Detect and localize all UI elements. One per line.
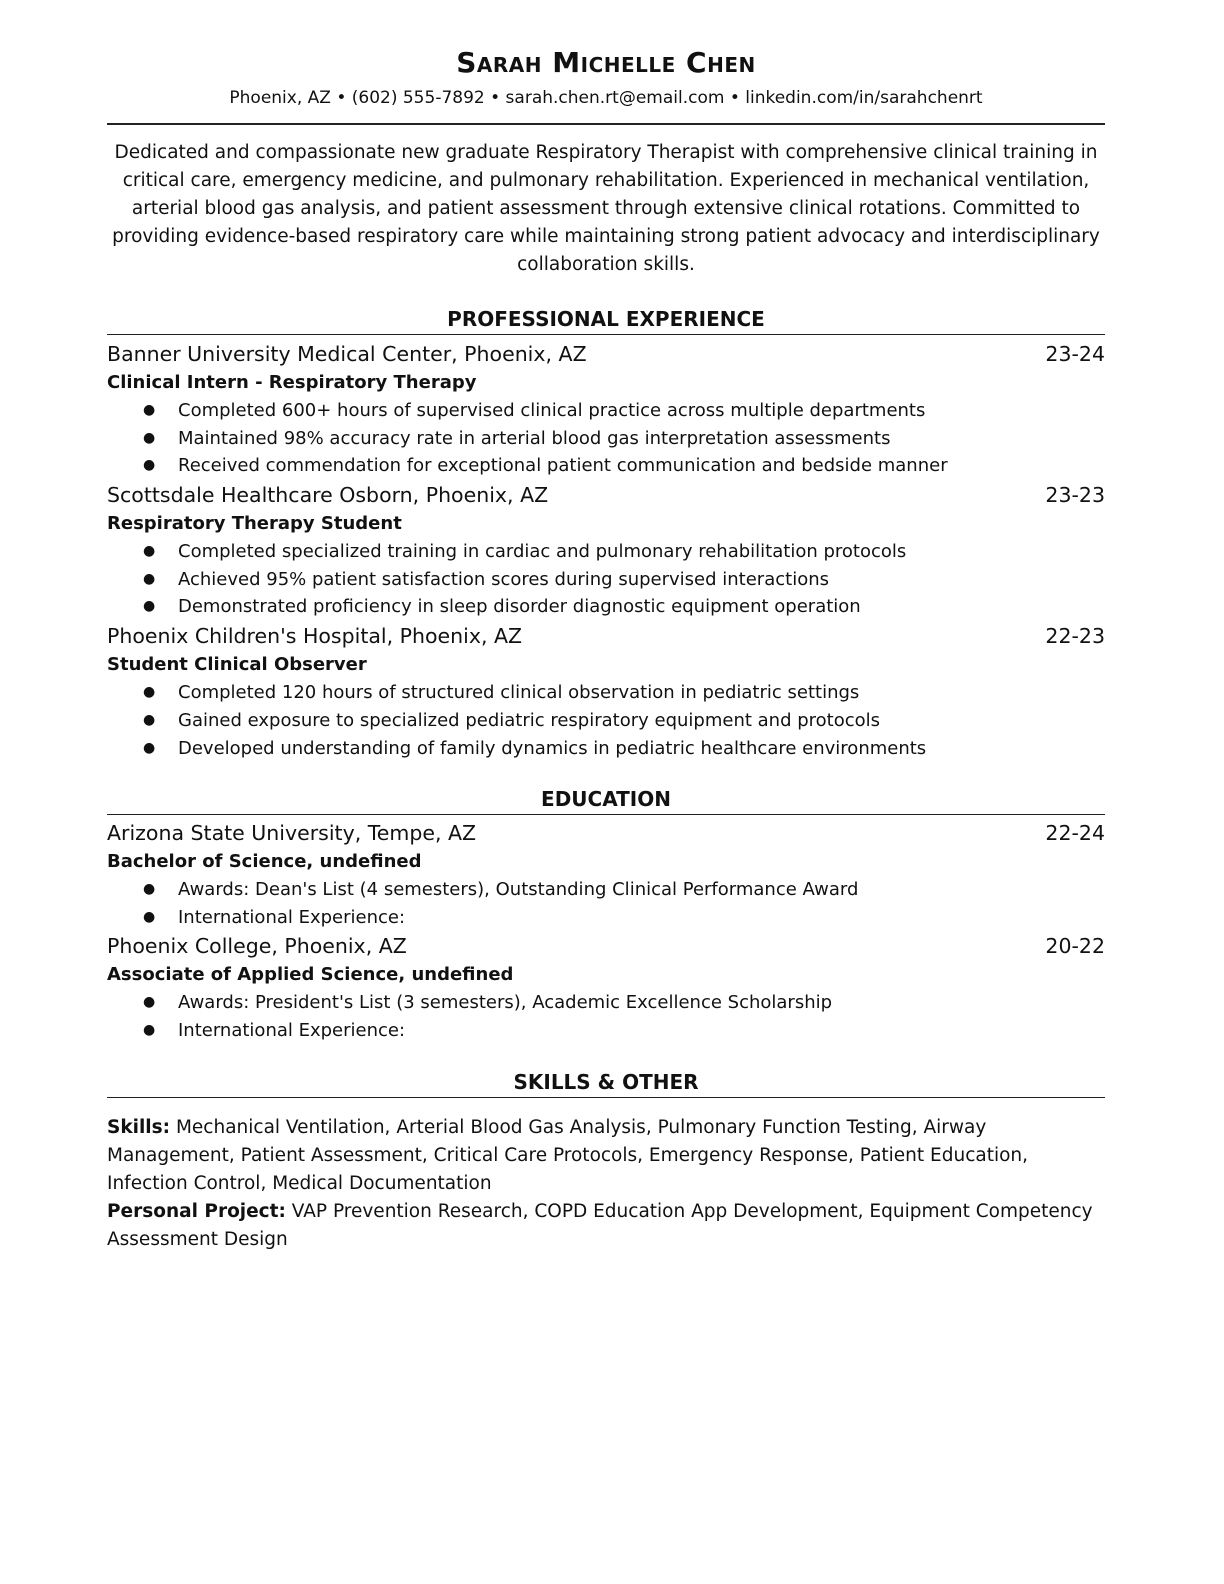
section-title-skills: SKILLS & OTHER (513, 1070, 699, 1094)
bullet-icon: ● (143, 739, 156, 756)
entry-header (107, 621, 1105, 651)
section-title-education: EDUCATION (541, 787, 671, 811)
bullet-text: International Experience: (178, 906, 406, 928)
entry-role: Clinical Intern - Respiratory Therapy (107, 372, 477, 393)
education-entry (107, 818, 1105, 931)
entry-bullets (107, 397, 1105, 480)
entry-header (107, 818, 1105, 848)
bullet-text: Developed understanding of family dynamics in pediatric healthcare environments (178, 737, 927, 759)
entry-institution: Arizona State University, Tempe, AZ (107, 821, 477, 845)
experience-entry (107, 339, 1105, 480)
section-divider-skills (107, 1097, 1105, 1098)
bullet-text: Achieved 95% patient satisfaction scores during supervised interactions (178, 568, 829, 590)
bullet-item (107, 452, 1105, 480)
bullet-item (107, 566, 1105, 594)
entry-degree: Associate of Applied Science, undefined (107, 964, 514, 986)
professional-summary: Dedicated and compassionate new graduate Respiratory Therapist with comprehensive clinical training in critical care, emergency medicine, and pulmonary rehabilitation. Experienced in mechanical ventilation, arterial blood gas analysis, and patient assessment through extensive clinical rotations. Committed to providing evidence-based respiratory care while maintaining strong patient advocacy and interdisciplinary collaboration skills. (112, 142, 1100, 275)
skills-text: Mechanical Ventilation, Arterial Blood Gas Analysis, Pulmonary Function Testing, Airway Management, Patient Assessment, Critical Care Protocols, Emergency Response, Patient Education, Infection Control, Medical Documentation (107, 1117, 1029, 1194)
entry-bullets (107, 538, 1105, 621)
bullet-icon: ● (143, 570, 156, 587)
project-label: Personal Project: (107, 1201, 286, 1222)
experience-list (107, 339, 1105, 762)
bullet-item (107, 904, 1105, 932)
bullet-icon: ● (143, 457, 156, 474)
bullet-item (107, 679, 1105, 707)
bullet-icon: ● (143, 1022, 156, 1039)
bullet-text: Awards: President's List (3 semesters), Academic Excellence Scholarship (178, 992, 833, 1014)
bullet-text: Awards: Dean's List (4 semesters), Outstanding Clinical Performance Award (178, 879, 859, 900)
project-paragraph (107, 1198, 1105, 1254)
bullet-item (107, 989, 1105, 1017)
entry-degree: Bachelor of Science, undefined (107, 851, 422, 872)
bullet-text: Completed specialized training in cardiac and pulmonary rehabilitation protocols (178, 541, 907, 563)
entry-bullets (107, 679, 1105, 762)
bullet-text: International Experience: (178, 1020, 406, 1042)
bullet-item (107, 538, 1105, 566)
experience-entry (107, 621, 1105, 762)
entry-header (107, 480, 1105, 510)
entry-header (107, 339, 1105, 369)
entry-organization: Scottsdale Healthcare Osborn, Phoenix, AZ (107, 483, 549, 508)
bullet-item (107, 707, 1105, 735)
experience-entry (107, 480, 1105, 621)
bullet-icon: ● (143, 598, 156, 615)
bullet-icon: ● (143, 429, 156, 446)
bullet-item (107, 876, 1105, 904)
skills-label: Skills: (107, 1117, 171, 1138)
entry-dates: 20-22 (1045, 934, 1105, 959)
bullet-item (107, 593, 1105, 621)
bullet-icon: ● (143, 908, 156, 925)
bullet-icon: ● (143, 711, 156, 728)
entry-bullets (107, 989, 1105, 1044)
project-text: VAP Prevention Research, COPD Education App Development, Equipment Competency Assessment Design (107, 1201, 1093, 1250)
section-title-experience: PROFESSIONAL EXPERIENCE (447, 307, 765, 331)
skills-paragraph (107, 1114, 1105, 1198)
entry-dates: 22-23 (1045, 624, 1105, 649)
entry-bullets (107, 876, 1105, 931)
education-entry (107, 931, 1105, 1044)
entry-institution: Phoenix College, Phoenix, AZ (107, 934, 407, 959)
bullet-text: Gained exposure to specialized pediatric respiratory equipment and protocols (178, 709, 881, 731)
bullet-icon: ● (143, 684, 156, 701)
bullet-item (107, 735, 1105, 763)
candidate-name: Sarah Michelle Chen (456, 46, 756, 79)
entry-role: Student Clinical Observer (107, 654, 367, 676)
bullet-icon: ● (143, 543, 156, 560)
section-divider-experience (107, 334, 1105, 335)
section-divider-education (107, 814, 1105, 815)
entry-header (107, 931, 1105, 961)
bullet-text: Completed 120 hours of structured clinical observation in pediatric settings (178, 682, 860, 704)
entry-dates: 23-24 (1045, 342, 1105, 366)
bullet-item (107, 397, 1105, 425)
entry-dates: 22-24 (1045, 821, 1105, 845)
contact-line: Phoenix, AZ • (602) 555-7892 • sarah.chen.rt@email.com • linkedin.com/in/sarahchenrt (229, 88, 983, 108)
bullet-text: Completed 600+ hours of supervised clinical practice across multiple departments (178, 400, 926, 421)
bullet-text: Maintained 98% accuracy rate in arterial blood gas interpretation assessments (178, 427, 891, 449)
entry-organization: Banner University Medical Center, Phoenix, AZ (107, 342, 587, 366)
bullet-icon: ● (143, 994, 156, 1011)
education-list (107, 818, 1105, 1045)
bullet-text: Demonstrated proficiency in sleep disorder diagnostic equipment operation (178, 596, 861, 618)
header-divider (107, 123, 1105, 125)
bullet-icon: ● (143, 881, 156, 897)
entry-role: Respiratory Therapy Student (107, 513, 402, 535)
entry-organization: Phoenix Children's Hospital, Phoenix, AZ (107, 624, 523, 649)
bullet-icon: ● (143, 402, 156, 418)
bullet-item (107, 425, 1105, 453)
entry-dates: 23-23 (1045, 483, 1105, 508)
bullet-text: Received commendation for exceptional patient communication and bedside manner (178, 455, 948, 477)
bullet-item (107, 1017, 1105, 1045)
skills-block (107, 1114, 1105, 1254)
